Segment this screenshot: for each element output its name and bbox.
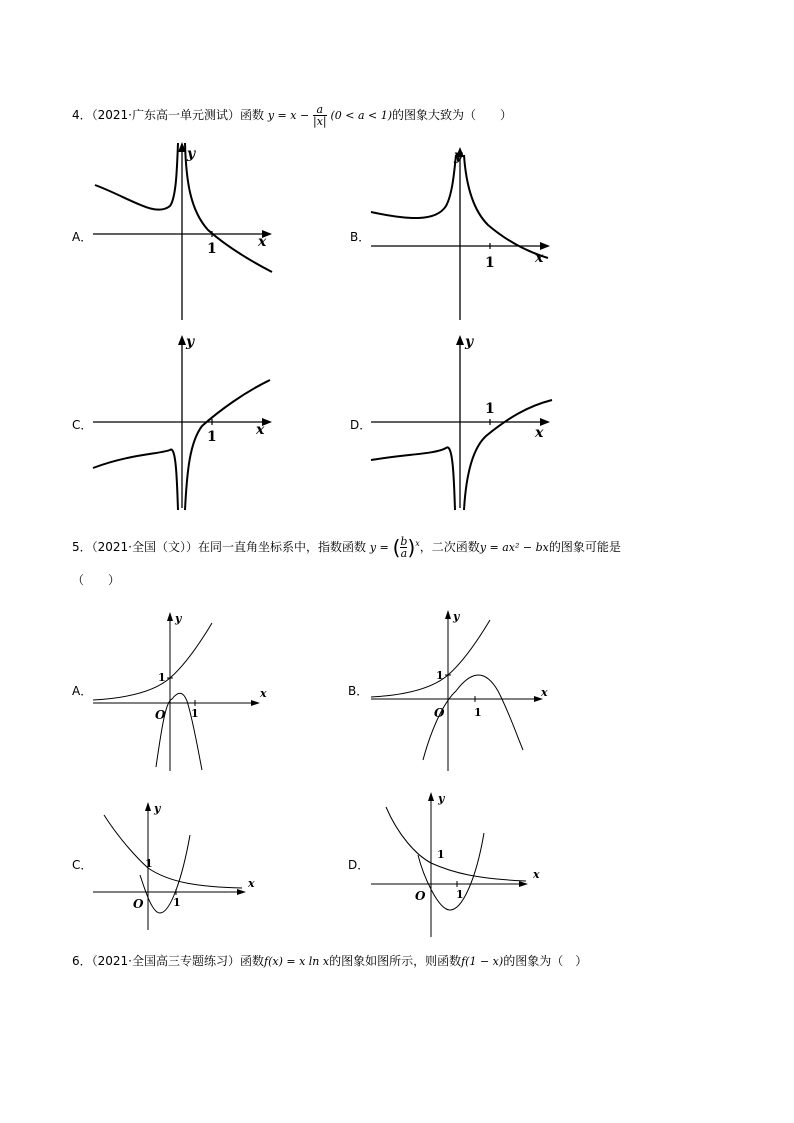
fraction: $\frac{b}{a}$ bbox=[400, 535, 408, 560]
option-c-label: C． bbox=[72, 858, 93, 872]
svg-text:x: x bbox=[541, 686, 548, 699]
svg-text:y: y bbox=[438, 792, 445, 805]
option-a-label: A． bbox=[72, 684, 93, 698]
graph-q4-c bbox=[90, 330, 280, 515]
graph-q4-a bbox=[90, 140, 280, 325]
fraction: $\frac{a}{|x|}$ bbox=[313, 103, 327, 128]
question-5-paren: （ ） bbox=[72, 573, 121, 587]
svg-text:O: O bbox=[133, 897, 144, 911]
question-source: （2021·广东高一单元测试） bbox=[91, 108, 240, 122]
svg-text:1: 1 bbox=[456, 888, 464, 901]
question-number: 4． bbox=[72, 108, 92, 122]
svg-text:1: 1 bbox=[207, 241, 217, 257]
question-4: 4．（2021·广东高一单元测试）函数 y = x − $\frac{a}{|x|}$ (0 < a < 1)的图象大致为（ ） bbox=[72, 103, 513, 128]
svg-text:y: y bbox=[453, 610, 460, 623]
svg-text:1: 1 bbox=[485, 401, 495, 417]
option-b-label: B． bbox=[350, 230, 371, 244]
svg-text:x: x bbox=[535, 250, 544, 266]
question-number: 5． bbox=[72, 540, 92, 554]
graph-q5-d bbox=[368, 785, 548, 940]
graph-q5-c bbox=[90, 795, 270, 935]
svg-text:1: 1 bbox=[485, 255, 495, 271]
svg-text:y: y bbox=[465, 334, 474, 350]
svg-text:x: x bbox=[258, 234, 267, 250]
svg-text:O: O bbox=[434, 706, 445, 720]
svg-text:1: 1 bbox=[437, 848, 445, 861]
svg-text:1: 1 bbox=[474, 706, 482, 719]
option-d-label: D． bbox=[348, 858, 370, 872]
svg-text:y: y bbox=[187, 146, 196, 162]
question-source: （2021·全国（文）） bbox=[91, 540, 198, 554]
option-c-label: C． bbox=[72, 418, 93, 432]
svg-text:x: x bbox=[533, 868, 540, 881]
svg-text:O: O bbox=[155, 708, 166, 722]
svg-text:x: x bbox=[260, 687, 267, 700]
svg-text:y: y bbox=[186, 334, 195, 350]
graph-q5-a bbox=[90, 605, 270, 775]
svg-text:y: y bbox=[175, 612, 182, 625]
question-source: （2021·全国高三专题练习） bbox=[91, 954, 240, 968]
svg-text:O: O bbox=[415, 889, 426, 903]
svg-text:x: x bbox=[256, 422, 265, 438]
svg-text:1: 1 bbox=[207, 429, 217, 445]
svg-text:y: y bbox=[454, 148, 463, 164]
graph-q5-b bbox=[368, 605, 553, 775]
question-6: 6．（2021·全国高三专题练习）函数f(x) = x ln x的图象如图所示，则函数f(1 − x)的图象为（ ） bbox=[72, 954, 588, 968]
graph-q4-b bbox=[368, 140, 558, 325]
svg-text:x: x bbox=[248, 877, 255, 890]
svg-text:y: y bbox=[154, 802, 161, 815]
option-a-label: A． bbox=[72, 230, 93, 244]
svg-text:1: 1 bbox=[158, 671, 166, 684]
option-b-label: B． bbox=[348, 684, 369, 698]
option-d-label: D． bbox=[350, 418, 372, 432]
svg-text:x: x bbox=[535, 425, 544, 441]
svg-text:1: 1 bbox=[173, 896, 181, 909]
question-5: 5．（2021·全国（文））在同一直角坐标系中，指数函数 y = ( $\frac{b}{a}$ )$^x$，二次函数y = ax² − bx的图象可能是 bbox=[72, 535, 621, 560]
graph-q4-d bbox=[368, 330, 558, 515]
svg-text:1: 1 bbox=[436, 669, 444, 682]
question-number: 6． bbox=[72, 954, 92, 968]
svg-text:1: 1 bbox=[191, 707, 199, 720]
svg-text:1: 1 bbox=[145, 857, 153, 870]
formula: y = x − bbox=[267, 109, 310, 122]
